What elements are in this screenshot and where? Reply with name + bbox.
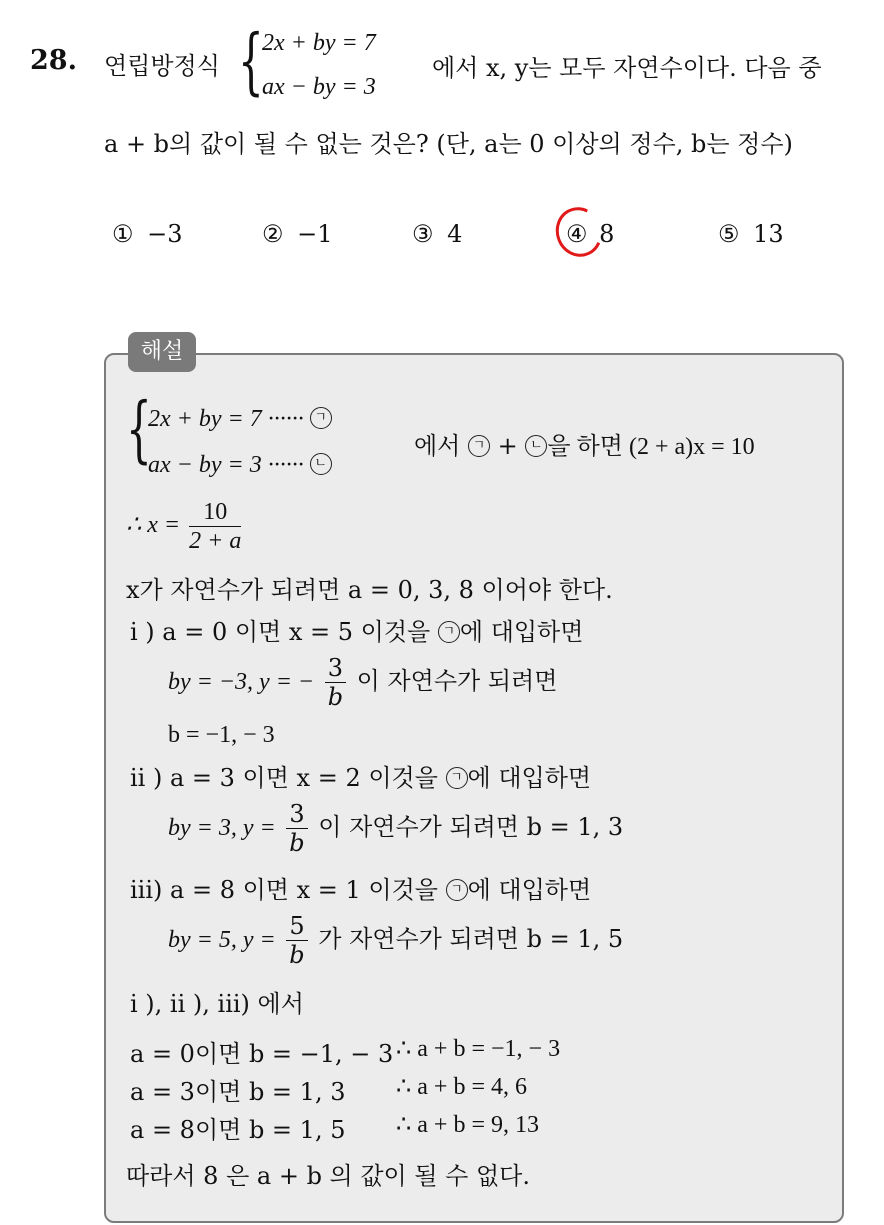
solution-eq1: 2x + by = 7 ······ ㄱ bbox=[148, 406, 332, 433]
choice-5[interactable] bbox=[718, 220, 784, 248]
result-row-1a: a = 0이면 b = −1, − 3 bbox=[130, 1040, 394, 1068]
label-giyeok-icon: ㄱ bbox=[446, 767, 468, 789]
label-giyeok-icon: ㄱ bbox=[310, 407, 332, 429]
choice-2-value: −1 bbox=[297, 220, 333, 248]
question-eq2: ax − by = 3 bbox=[262, 74, 376, 100]
case1-detail: by = −3, y = − $\frac{3}{b}$ 이 자연수가 되려면 bbox=[168, 654, 558, 711]
result-row-1b: ∴ a + b = −1, − 3 bbox=[396, 1036, 561, 1062]
case1-result: b = −1, − 3 bbox=[168, 722, 275, 748]
solution-system-text: 에서 ㄱ + ㄴ 을 하면 (2 + a)x = 10 bbox=[414, 432, 755, 460]
result-row-3b: ∴ a + b = 9, 13 bbox=[396, 1112, 539, 1138]
system-brace: { bbox=[238, 18, 264, 103]
choice-2[interactable] bbox=[262, 220, 333, 248]
case1-line: i ) a = 0 이면 x = 5 이것을 ㄱ 에 대입하면 bbox=[130, 618, 584, 646]
choice-5-value: 13 bbox=[753, 220, 784, 248]
from-cases-line: i ), ii ), iii) 에서 bbox=[130, 990, 304, 1018]
label-giyeok-icon: ㄱ bbox=[438, 621, 460, 643]
choice-1-mark: ① bbox=[112, 220, 134, 248]
fraction-case2: $\frac{3}{b}$ bbox=[286, 800, 307, 857]
choice-2-mark: ② bbox=[262, 220, 284, 248]
natural-condition-line: x가 자연수가 되려면 a = 0, 3, 8 이어야 한다. bbox=[126, 576, 613, 604]
therefore-x-line: ∴ x = $\frac{10}{2 + a}$ bbox=[126, 499, 242, 554]
solution-system-brace: { bbox=[126, 386, 152, 471]
fraction-x: $\frac{10}{2 + a}$ bbox=[189, 499, 242, 554]
choice-3-mark: ③ bbox=[412, 220, 434, 248]
question-number: 28. bbox=[30, 45, 77, 76]
conclusion-line: 따라서 8 은 a + b 의 값이 될 수 없다. bbox=[126, 1162, 530, 1190]
result-row-3a: a = 8이면 b = 1, 5 bbox=[130, 1116, 346, 1144]
choice-1-value: −3 bbox=[147, 220, 183, 248]
choice-4-value: 8 bbox=[599, 220, 615, 248]
case2-detail: by = 3, y = $\frac{3}{b}$ 이 자연수가 되려면 b = 1, 3 bbox=[168, 800, 624, 857]
choice-1[interactable] bbox=[112, 220, 183, 248]
choice-3[interactable] bbox=[412, 220, 462, 248]
result-row-2b: ∴ a + b = 4, 6 bbox=[396, 1074, 527, 1100]
answer-highlight-circle bbox=[549, 201, 609, 264]
label-nieun-icon: ㄴ bbox=[310, 453, 332, 475]
question-line2: a + b의 값이 될 수 없는 것은? (단, a는 0 이상의 정수, b는 정수) bbox=[104, 130, 793, 158]
choice-3-value: 4 bbox=[447, 220, 463, 248]
label-nieun-icon: ㄴ bbox=[525, 435, 547, 457]
choice-4-mark: ④ bbox=[566, 220, 588, 248]
result-row-2a: a = 3이면 b = 1, 3 bbox=[130, 1078, 346, 1106]
case2-line: ii ) a = 3 이면 x = 2 이것을 ㄱ 에 대입하면 bbox=[130, 764, 592, 792]
label-giyeok-icon: ㄱ bbox=[446, 879, 468, 901]
fraction-case1: $\frac{3}{b}$ bbox=[325, 654, 346, 711]
question-prefix: 연립방정식 bbox=[104, 52, 220, 80]
question-eq1: 2x + by = 7 bbox=[262, 30, 376, 56]
label-giyeok-icon: ㄱ bbox=[468, 435, 490, 457]
fraction-case3: $\frac{5}{b}$ bbox=[286, 912, 307, 969]
solution-tag: 해설 bbox=[128, 332, 196, 372]
case3-detail: by = 5, y = $\frac{5}{b}$ 가 자연수가 되려면 b = 1, 5 bbox=[168, 912, 624, 969]
solution-eq2: ax − by = 3 ······ ㄴ bbox=[148, 452, 332, 479]
question-line1-tail: 에서 x, y는 모두 자연수이다. 다음 중 bbox=[432, 54, 822, 82]
case3-line: iii) a = 8 이면 x = 1 이것을 ㄱ 에 대입하면 bbox=[130, 876, 592, 904]
choice-5-mark: ⑤ bbox=[718, 220, 740, 248]
